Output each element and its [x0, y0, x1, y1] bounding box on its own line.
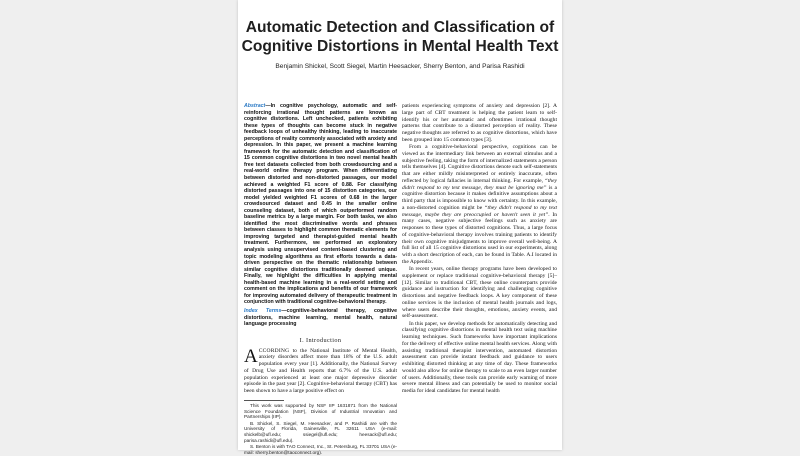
section-heading-introduction: I. Introduction	[299, 336, 342, 344]
footnote-affiliation-tao: S. Benton is with TAO Connect, Inc., St. Petersburg, FL 33701 USA (e-mail: sherry.benton@taoconnect.org).	[244, 443, 397, 455]
right-paragraph-3: In recent years, online therapy programs have been developed to supplement or replace traditional cognitive-behavioral therapy [5]–[12]. Similar to traditional CBT, these online counterparts provide guidance and instruction for identifying and challenging cognitive distortions and negative feedback loops. A key component of these online services is the inclusion of mental health journals and logs, where users describe their thoughts, emotions, anxiety events, and self-assessment.	[402, 266, 557, 320]
right-paragraph-1: patients experiencing symptoms of anxiety and depression [2]. A large part of CBT treatment is helping the patient learn to self-identify his or her automatic and oftentimes irrational thought patterns that contribute to a distorted perception of reality. These negative thoughts are referred to as cognitive distortions, which have been grouped into 15 common types [3].	[402, 103, 557, 143]
intro-text: to the National Institute of Mental Health, anxiety disorders affect more than 18% of the U.S. adult population every year [1]. Additionally, the National Survey of Drug Use and Health reports that 6.7% of the U.S. adult population experienced at least one major depressive disorder episode in the past year [2]. Cognitive-behavioral therapy (CBT) has been shown to have a large positive effect on	[244, 347, 397, 395]
paper-title	[238, 18, 562, 56]
footnote-funding: This work was supported by NSF IIP 1631871 from the National Science Foundation (NSF), Division of Industrial Innovation and Partnerships (IIP).	[244, 402, 397, 420]
author-list: Benjamin Shickel, Scott Siegel, Martin Heesacker, Sherry Benton, and Parisa Rashidi	[275, 63, 525, 70]
footnote-affiliation-uf: B. Shickel, S. Siegel, M. Heesacker, and P. Rashidi are with the University of Florida, Gainesville, FL 32611 USA (e-mail: shickelb@ufl.edu; ssiegel@ufl.edu; heesack@ufl.edu; parisa.rashidi@ufl.edu).	[244, 420, 397, 443]
right-paragraph-4: In this paper, we develop methods for automatically detecting and classifying cognitive distortions in mental health text using machine learning techniques. Such frameworks have important implications for the delivery of effective online mental health services. Along with assisting traditional therapist intervention, automated distortion assessment can provide instant feedback and guidance to users exhibiting distorted thinking at any time of day. These frameworks would also allow for online therapy to scale to an even larger number of users. Additionally, these tools can provide early warning of more severe mental illness and can potentially be used to monitor social media for ideal candidates for mental health	[402, 320, 557, 394]
right-p2-example-2: “they didn't respond to my text message, maybe they are preoccupied or haven't seen it yet”	[402, 204, 557, 218]
abstract-text: —In cognitive psychology, automatic and self-reinforcing irrational thought patterns are known as cognitive distortions. Left unchecked, patients exhibiting these types of thoughts can become stuck in negative feedback loops of unhealthy thinking, leading to inaccurate perceptions of reality commonly associated with anxiety and depression. In this paper, we present a machine learning framework for the automatic detection and classification of 15 common cognitive distortions in two novel mental health free text datasets collected from both crowdsourcing and a real-world online therapy program. When differentiating between distorted and non-distorted passages, our model achieved a weighted F1 score of 0.88. For classifying distorted passages into one of 15 distortion categories, our model yielded weighted F1 scores of 0.68 in the larger crowdsourced dataset and 0.45 in the smaller online counseling dataset, both of which outperformed random baseline metrics by a large margin. For both tasks, we also identified the most discriminative words and phrases between classes to highlight common thematic elements for improving targeted and therapist-guided mental health treatment. Furthermore, we performed an exploratory analysis using unsupervised content-based clustering and topic modeling algorithms as first efforts towards a data-driven perspective on the thematic relationship between similar cognitive distortions traditionally deemed unique. Finally, we highlight the difficulties in applying mental health-based machine learning in a real-world setting and comment on the implications and benefits of our framework for improving automated delivery of therapeutic treatment in conjunction with traditional cognitive-behavioral therapy.	[244, 103, 397, 306]
footnotes	[244, 403, 397, 456]
title-line-2: Cognitive Distortions in Mental Health Text	[241, 38, 559, 55]
paper-page	[238, 0, 562, 455]
title-line-1: Automatic Detection and Classification of	[245, 19, 555, 36]
right-column	[402, 103, 557, 395]
index-terms-label: Index Terms	[244, 307, 282, 314]
right-p2-example-1: “they didn't respond to my text message, they must be ignoring me”	[402, 177, 557, 191]
right-p2-end: . In many cases, negative subjective feelings such as anxiety are responses to these types of distorted cognitions. Thus, a large focus of cognitive-behavioral therapy involves training patients to identify their own cognitive misjudgments to improve overall well-being. A full list of all 15 cognitive distortions used in our experiments, along with a short description of each, can be found in Table. A.I located in the Appendix.	[402, 211, 557, 265]
drop-cap: A	[244, 345, 258, 367]
intro-smallcaps: CCORDING	[258, 347, 290, 354]
footnote-divider	[244, 400, 284, 401]
right-p2-mid: is a cognitive distortion because it makes definitive assumptions about a third party that is impossible to know with certainty. In this example, a non-distorted cognition might be	[402, 184, 557, 211]
index-terms-text: —cognitive-behavioral therapy, cognitive distortions, machine learning, mental health, natural language processing	[244, 307, 397, 328]
abstract-label: Abstract	[244, 103, 266, 109]
right-paragraph-2	[402, 144, 557, 266]
index-terms	[244, 308, 397, 328]
left-column	[244, 103, 397, 456]
introduction-paragraph	[244, 345, 397, 395]
abstract	[244, 103, 397, 306]
right-p2-start: From a cognitive-behavioral perspective, cognitions can be viewed as the intermediary link between an external stimulus and a subjective feeling, taking the form of internalized statements a person tells themselves [4]. Cognitive distortions denote such self-statements that are either mildly misinterpreted or entirely inaccurate, often reflected by logical fallacies in internal thinking. For example,	[402, 144, 557, 184]
